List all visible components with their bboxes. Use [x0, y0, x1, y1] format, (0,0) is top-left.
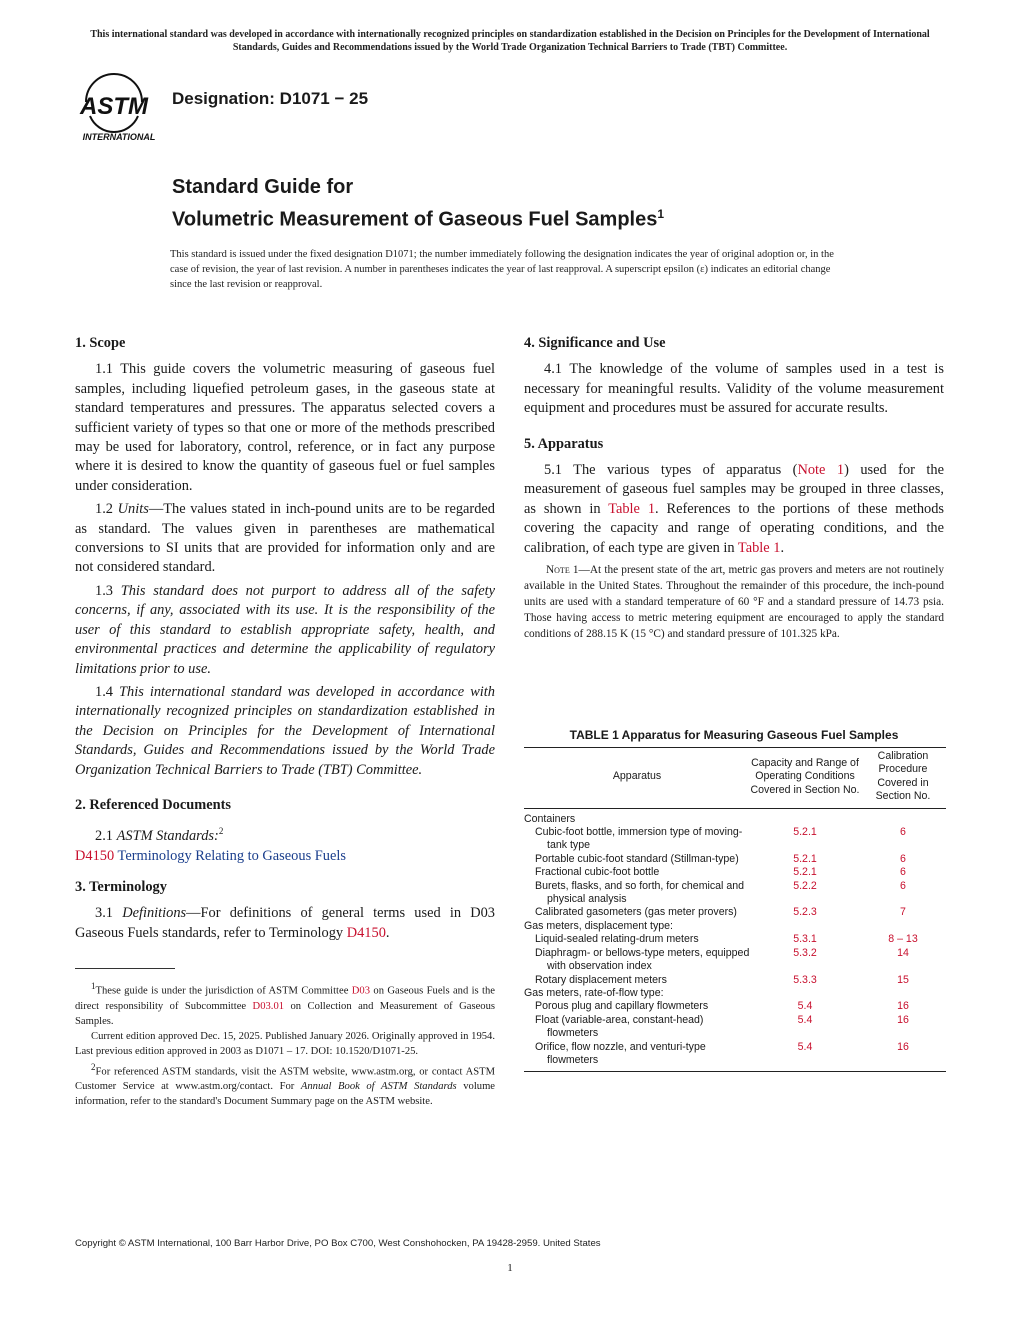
calibration-section-link[interactable]: 15	[897, 973, 909, 986]
calibration-section-link[interactable]: 8 – 13	[888, 933, 918, 946]
apparatus-name: Cubic-foot bottle, immersion type of moving-tank type	[535, 826, 743, 852]
table-row	[524, 826, 946, 853]
apparatus-name: Portable cubic-foot standard (Stillman-type)	[535, 852, 739, 865]
copyright: Copyright © ASTM International, 100 Barr Harbor Drive, PO Box C700, West Conshohocken, PA 19428-2959. United States	[75, 1238, 601, 1249]
note-1: Note 1—At the present state of the art, metric gas provers and meters are not routinely available in the United States. Throughout the remainder of this procedure, the inch-pound units are used with a standard temperature of 60 °F and a standard pressure of 14.73 psia. Those having access to metric metering equipment are encouraged to apply the standard conditions of 288.15 K (15 °C) and standard pressure of 101.325 kPa.	[524, 564, 944, 641]
apparatus-name: Fractional cubic-foot bottle	[535, 866, 660, 879]
apparatus-name: Porous plug and capillary flowmeters	[535, 1000, 709, 1013]
table-row	[524, 906, 946, 919]
table-row	[524, 933, 946, 946]
reference-d4150-link[interactable]: D4150 Terminology Relating to Gaseous Fuels	[75, 847, 346, 864]
capacity-section-link[interactable]: 5.2.1	[793, 866, 817, 879]
footnote-current-edition: Current edition approved Dec. 15, 2025. Published January 2026. Originally approved in 1954. Last previous edition approved in 2003 as D1071 – 17. DOI: 10.1520/D1071-25.	[75, 1031, 495, 1058]
calibration-section-link[interactable]: 16	[897, 1013, 909, 1026]
capacity-section-link[interactable]: 5.3.3	[793, 973, 817, 986]
calibration-section-link[interactable]: 6	[900, 879, 906, 892]
table-row	[524, 866, 946, 879]
right-column	[524, 334, 944, 642]
astm-logo	[76, 70, 160, 146]
section-heading-scope: 1. Scope	[75, 335, 126, 351]
table-group-label: Gas meters, displacement type:	[524, 919, 673, 932]
table-group-row	[524, 808, 946, 826]
table-row	[524, 947, 946, 974]
terminology-d4150-link[interactable]: D4150	[346, 924, 386, 941]
apparatus-name: Diaphragm- or bellows-type meters, equipped with observation index	[535, 946, 750, 973]
paragraph-2-1: 2.1 ASTM Standards:$^2$	[95, 826, 224, 845]
paragraph-3-1: 3.1 Definitions—For definitions of general terms used in D03 Gaseous Fuels standards, refer to Terminology D4150.	[75, 905, 495, 941]
link-d03[interactable]: D03	[351, 985, 371, 997]
table-row	[524, 1014, 946, 1041]
footnotes	[75, 979, 495, 1110]
capacity-section-link[interactable]: 5.4	[797, 1013, 813, 1026]
table-header-apparatus: Apparatus	[524, 748, 750, 809]
calibration-section-link[interactable]: 6	[900, 852, 906, 865]
table-header-capacity: Capacity and Range of Operating Conditions Covered in Section No.	[750, 748, 860, 809]
capacity-section-link[interactable]: 5.3.1	[793, 933, 817, 946]
logo-letters: ASTM	[80, 93, 148, 120]
international-standard-notice: This international standard was developed in accordance with internationally recognized principles on standardization established in the Decision on Principles for the Development of International Standards, Guides and Recommendations issued by the World Trade Organization Technical Barriers to Trade (TBT) Committee.	[90, 29, 930, 53]
capacity-section-link[interactable]: 5.2.1	[793, 852, 817, 865]
left-column	[75, 334, 495, 947]
calibration-section-link[interactable]: 14	[897, 946, 909, 959]
table-row	[524, 880, 946, 907]
table-row	[524, 1041, 946, 1072]
calibration-section-link[interactable]: 16	[860, 1041, 946, 1072]
table-1-link[interactable]: Table 1	[608, 500, 656, 517]
table-group-row	[524, 987, 946, 1000]
designation: Designation: D1071 − 25	[172, 89, 369, 108]
table-row	[524, 853, 946, 866]
page-number: 1	[507, 1262, 513, 1274]
table-1-link-2[interactable]: Table 1	[737, 539, 781, 556]
apparatus-name: Float (variable-area, constant-head) flowmeters	[535, 1013, 704, 1040]
note-1-link[interactable]: Note 1	[797, 462, 845, 479]
table-header-calibration: Calibration Procedure Covered in Section No.	[860, 748, 946, 809]
paragraph-5-1: 5.1 The various types of apparatus (Note 1) used for the measurement of gaseous fuel samples may be grouped in three classes, as shown in Table 1. References to the portions of these methods covering the capacity and range of operating conditions, and the calibration, of each type are given in Table 1.	[524, 462, 945, 556]
section-heading-referenced-documents: 2. Referenced Documents	[75, 796, 231, 813]
capacity-section-link[interactable]: 5.2.2	[793, 879, 817, 892]
table-group-label: Containers	[524, 812, 576, 825]
table-row	[524, 1000, 946, 1013]
calibration-section-link[interactable]: 7	[900, 906, 906, 919]
link-d03-01[interactable]: D03.01	[252, 1000, 285, 1012]
table-group-row	[524, 920, 946, 933]
apparatus-name: Orifice, flow nozzle, and venturi-type flowmeters	[535, 1040, 706, 1066]
paragraph-1-3: 1.3 This standard does not purport to address all of the safety concerns, if any, associated with its use. It is the responsibility of the user of this standard to establish appropriate safety, health, and environmental practices and determine the applicability of regulatory limitations prior to use.	[75, 582, 495, 677]
document-title	[172, 174, 664, 234]
issuance-statement: This standard is issued under the fixed designation D1071; the number immediately following the designation indicates the year of original adoption or, in the case of revision, the year of last revision. A number in parentheses indicates the year of last reapproval. A superscript epsilon (ε) indicates an editorial change since the last revision or reapproval.	[170, 249, 834, 290]
section-heading-significance: 4. Significance and Use	[524, 335, 666, 351]
capacity-section-link[interactable]: 5.4	[797, 1000, 813, 1013]
paragraph-1-2: 1.2 Units—The values stated in inch-pound units are to be regarded as standard. The values given in parentheses are mathematical conversions to SI units that are provided for information only and are not considered standard.	[75, 501, 495, 576]
apparatus-name: Rotary displacement meters	[535, 973, 667, 986]
title-footnote-mark: 1	[657, 207, 665, 221]
apparatus-name: Calibrated gasometers (gas meter provers)	[535, 906, 737, 919]
calibration-section-link[interactable]: 6	[900, 866, 906, 879]
footnote-2: $^2$For referenced ASTM standards, visit the ASTM website, www.astm.org, or contact ASTM Customer Service at www.astm.org/contact. For Annual Book of ASTM Standards volume information, refer to the standard's Document Summary page on the ASTM website.	[75, 1061, 496, 1108]
paragraph-1-1: 1.1 This guide covers the volumetric measuring of gaseous fuel samples, including liquefied petroleum gases, in the gaseous state at standard temperatures and pressures. The apparatus selected covers a sufficient variety of types so that one or more of the methods prescribed may be used for laboratory, control, reference, or in fact any purpose where it is desired to know the quantity of gaseous fuel or fuel samples under consideration.	[75, 361, 495, 494]
capacity-section-link[interactable]: 5.2.1	[793, 826, 817, 839]
capacity-section-link[interactable]: 5.4	[750, 1041, 860, 1072]
capacity-section-link[interactable]: 5.3.2	[793, 946, 817, 959]
section-heading-terminology: 3. Terminology	[75, 878, 167, 895]
apparatus-name: Burets, flasks, and so forth, for chemical and physical analysis	[535, 879, 745, 906]
footnote-1: $^1$These guide is under the jurisdiction of ASTM Committee D03 on Gaseous Fuels and is the direct responsibility of Subcommittee D03.01 on Collection and Measurement of Gaseous Samples.	[75, 981, 496, 1027]
footnote-divider	[75, 968, 175, 969]
calibration-section-link[interactable]: 16	[897, 1000, 909, 1013]
paragraph-1-4: 1.4 This international standard was developed in accordance with internationally recognized principles on standardization established in the Decision on Principles for the Development of International Standards, Guides and Recommendations issued by the World Trade Organization Technical Barriers to Trade (TBT) Committee.	[75, 683, 495, 778]
apparatus-name: Liquid-sealed relating-drum meters	[535, 933, 699, 946]
table-row	[524, 974, 946, 987]
section-heading-apparatus: 5. Apparatus	[524, 435, 604, 452]
title-line-1: Standard Guide for	[172, 176, 354, 198]
table-1-title: TABLE 1 Apparatus for Measuring Gaseous Fuel Samples	[569, 728, 899, 742]
logo-subtext: INTERNATIONAL	[82, 132, 156, 142]
calibration-section-link[interactable]: 6	[900, 826, 906, 839]
capacity-section-link[interactable]: 5.2.3	[793, 906, 817, 919]
paragraph-4-1: 4.1 The knowledge of the volume of samples used in a test is necessary for meaningful results. Validity of the volume measurement equipment and procedures must be assured for accurate results.	[524, 361, 944, 417]
title-line-2: Volumetric Measurement of Gaseous Fuel Samples	[172, 208, 658, 231]
table-group-label: Gas meters, rate-of-flow type:	[524, 986, 664, 999]
table-1	[524, 747, 946, 1072]
